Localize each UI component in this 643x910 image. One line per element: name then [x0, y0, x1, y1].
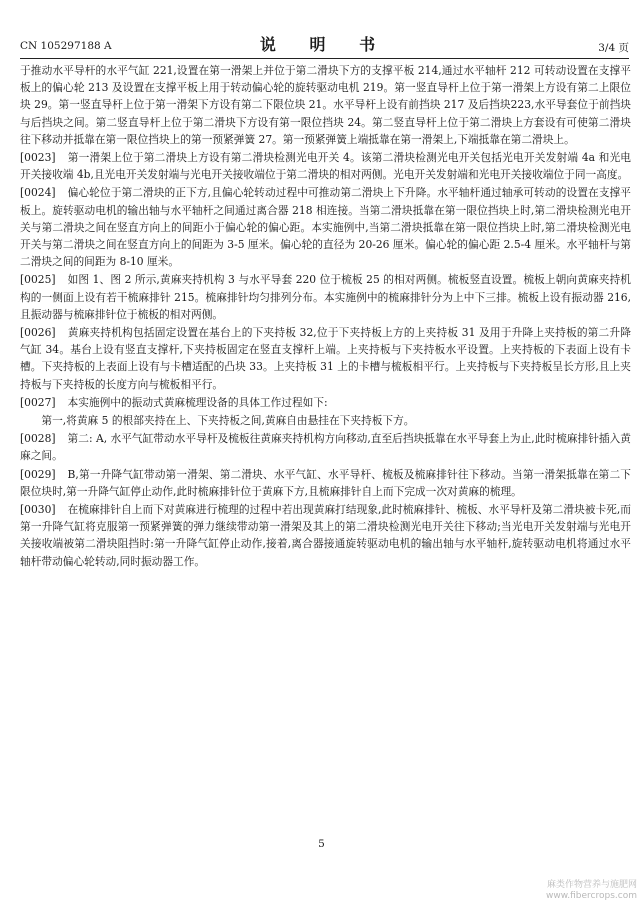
paragraph	[20, 149, 631, 183]
paragraph-text: 第一滑架上位于第二滑块上方设有第二滑块检测光电开关 4。该第二滑块检测光电开关包括光电开关发射端 4a 和光电开关接收端 4b,且光电开关发射端与光电开关接收端位于第二滑块的相对两侧。光电开关发射端和光电开关接收端位于同一高度。	[20, 151, 631, 182]
paragraph-number: [0024]	[20, 186, 56, 200]
paragraph-number: [0029]	[20, 467, 56, 481]
paragraph	[20, 62, 631, 148]
page-number: 5	[318, 838, 325, 850]
watermark-site-name: 麻类作物营养与施肥网	[546, 880, 637, 890]
paragraph	[20, 324, 631, 393]
paragraph-text: 在梳麻排针自上而下对黄麻进行梳理的过程中若出现黄麻打结现象,此时梳麻排针、梳板、水平导杆及第二滑块被卡死,而第一升降气缸将克服第一预紧弹簧的弹力继续带动第一滑架及其上的第二滑块检测光电开关往下移动;当光电开关发射端与光电开关接收端被第二滑块阻挡时:第一升降气缸停止动作,接着,离合器接通旋转驱动电机的输出轴与水平轴杆,旋转驱动电机将通过水平轴杆带动偏心轮转动,同时振动器工作。	[20, 503, 631, 568]
watermark	[546, 880, 637, 902]
paragraph-number: [0023]	[20, 151, 56, 165]
paragraph-text: 如图 1、图 2 所示,黄麻夹持机构 3 与水平导套 220 位于梳板 25 的相对两侧。梳板竖直设置。梳板上朝向黄麻夹持机构的一侧面上设有若干梳麻排针 215。梳麻排针均匀排列分布。本实施例中的梳麻排针分为上中下三排。梳板上设有振动器 216,且振动器与梳麻排针位于梳板的相对两侧。	[20, 273, 631, 321]
document-title: 说 明 书	[259, 35, 390, 54]
paragraph-text: 于推动水平导杆的水平气缸 221,设置在第一滑架上并位于第二滑块下方的支撑平板 214,通过水平轴杆 212 可转动设置在支撑平板上的偏心轮 213 及设置在支撑平板上用于转动偏心轮的旋转驱动电机 219。第一竖直导杆上位于第一滑架上方设有第二上限位块 29。第一竖直导杆上位于第一滑架下方设有第二下限位块 21。水平导杆上设有前挡块 217 及后挡块223,水平导套位于前挡块与后挡块之间。第二竖直导杆上位于第二滑块下方设有第一限位挡块 24。第二竖直导杆上位于第二滑块上方套设有可使第二滑块往下移动并抵靠在第一限位挡块上的第一预紧弹簧 27。第一预紧弹簧上端抵靠在第一滑架上,下端抵靠在第二滑块上。	[20, 64, 631, 146]
document-body	[20, 62, 631, 571]
paragraph-number: [0027]	[20, 395, 56, 409]
paragraph-text: B,第一升降气缸带动第一滑架、第二滑块、水平气缸、水平导杆、梳板及梳麻排针往下移动。当第一滑架抵靠在第二下限位块时,第一升降气缸停止动作,此时梳麻排针位于黄麻下方,且梳麻排针自上而下完成一次对黄麻的梳理。	[20, 467, 631, 498]
paragraph	[20, 466, 631, 500]
patent-number: CN 105297188 A	[20, 40, 112, 52]
paragraph	[20, 394, 631, 411]
page-count: 3/4 页	[598, 42, 629, 54]
paragraph-number: [0025]	[20, 273, 56, 287]
paragraph-number: [0026]	[20, 326, 56, 340]
paragraph	[20, 271, 631, 323]
paragraph	[20, 430, 631, 464]
paragraph	[20, 184, 631, 270]
paragraph	[20, 412, 631, 429]
paragraph-text: 本实施例中的振动式黄麻梳理设备的具体工作过程如下:	[67, 395, 328, 409]
paragraph	[20, 501, 631, 570]
page-header	[20, 32, 629, 59]
paragraph-text: 偏心轮位于第二滑块的正下方,且偏心轮转动过程中可推动第二滑块上下升降。水平轴杆通过轴承可转动的设置在支撑平板上。旋转驱动电机的输出轴与水平轴杆之间通过离合器 218 相连接。当第二滑块抵靠在第一限位挡块上时,第二滑块检测光电开关与第二滑块之间在竖直方向上的间距小于偏心轮的偏心距。本实施例中,当第二滑块抵靠在第一限位挡块上时,第二滑块检测光电开关与第二滑块之间在竖直方向上的间距为 3-5 厘米。偏心轮的直径为 20-26 厘米。偏心轮的偏心距 2.5-4 厘米。水平轴杆与第二滑块之间的间距为 8-10 厘米。	[20, 186, 631, 269]
paragraph-number: [0030]	[20, 503, 56, 517]
paragraph-number: [0028]	[20, 432, 56, 446]
paragraph-text: 第二: A, 水平气缸带动水平导杆及梳板往黄麻夹持机构方向移动,直至后挡块抵靠在水平导套上为止,此时梳麻排针插入黄麻之间。	[20, 432, 631, 463]
watermark-url: www.fibercrops.com	[546, 891, 637, 901]
paragraph-text: 第一,将黄麻 5 的根部夹持在上、下夹持板之间,黄麻自由悬挂在下夹持板下方。	[41, 414, 415, 428]
paragraph-text: 黄麻夹持机构包括固定设置在基台上的下夹持板 32,位于下夹持板上方的上夹持板 31 及用于升降上夹持板的第二升降气缸 34。基台上设有竖直支撑杆,下夹持板固定在竖直支撑杆上端。上夹持板与下夹持板水平设置。上夹持板的下表面上设有卡槽。下夹持板的上表面上设有与卡槽适配的凸块 33。上夹持板 31 上的卡槽与梳板相平行。上夹持板与下夹持板呈长方形,且上夹持板与下夹持板的长度方向与梳板相平行。	[20, 326, 631, 391]
